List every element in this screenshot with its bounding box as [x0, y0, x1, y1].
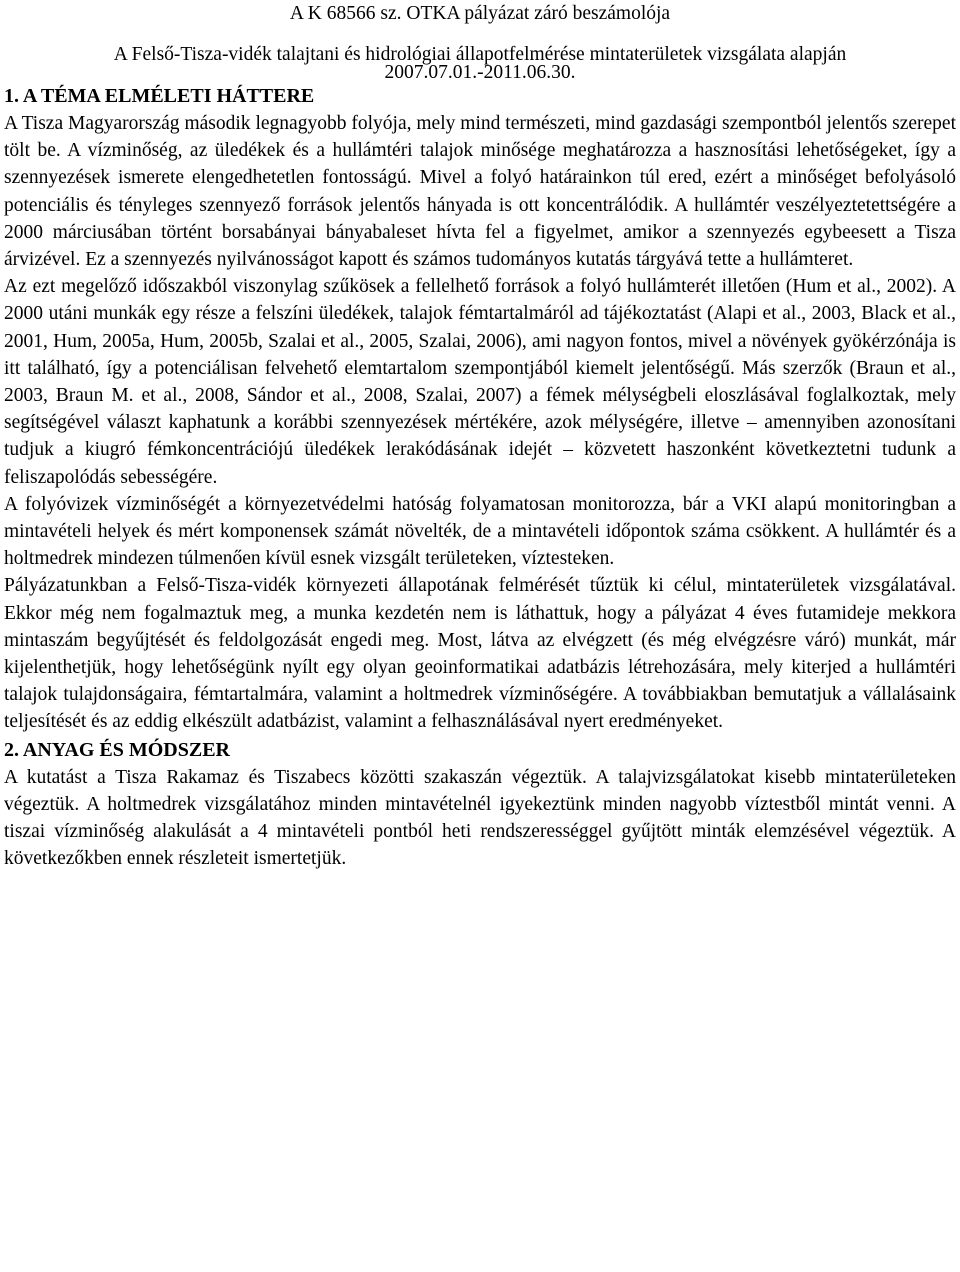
paragraph-background-2: Az ezt megelőző időszakból viszonylag szűkösek a fellelhető források a folyó hullámterét illetően (Hum et al., 2002). A 2000 utáni munkák egy része a felszíni üledékek, talajok fémtartalmáról ad tájékoztatást (Alapi et al., 2003, Black et al., 2001, Hum, 2005a, Hum, 2005b, Szalai et al., 2005, Szalai, 2006), ami nagyon fontos, mivel a növények gyökérzónája is itt található, így a potenciálisan felvehető elemtartalom szempontjából kiemelt jelentőségű. Más szerzők (Braun et al., 2003, Braun M. et al., 2008, Sándor et al., 2008, Szalai, 2007) a fémek mélységbeli eloszlásával foglalkoztak, mely segítségével választ kaphatunk a korábbi szennyezések mértékére, azok mélységére, illetve – amennyiben azonosítani tudjuk a kiugró fémkoncentrációjú üledékek lerakódásának idejét – közvetett haszonként következtetni tudunk a feliszapolódás sebességére.: [4, 276, 956, 488]
paragraph-background-4: Pályázatunkban a Felső-Tisza-vidék környezeti állapotának felmérését tűztük ki célul, mintaterületek vizsgálatával. Ekkor még nem fogalmaztuk meg, a munka kezdetén nem is láthattuk, hogy a pályázat 4 éves futamideje mekkora mintaszám begyűjtését és feldolgozását engedi meg. Most, látva az elvégzett (és még elvégzésre váró) munkát, már kijelenthetjük, hogy lehetőségünk nyílt egy olyan geoinformatikai adatbázis létrehozására, mely kiterjed a hullámtéri talajok tulajdonságaira, fémtartalmára, valamint a holtmedrek vízminőségére. A továbbiakban bemutatjuk a vállalásaink teljesítését és az eddig elkészült adatbázist, valamint a felhasználásával nyert eredményeket.: [4, 575, 956, 733]
report-header-title: A K 68566 sz. OTKA pályázat záró beszámolója: [289, 3, 671, 24]
paragraph-background-1: A Tisza Magyarország második legnagyobb folyója, mely mind természeti, mind gazdasági szempontból jelentős szerepet tölt be. A vízminőség, az üledékek és a hullámtéri talajok minősége meghatározza a hasznosítási lehetőségeket, így a szennyezések ismerete elengedhetetlen fontosságú. Mivel a folyó határainkon túl ered, ezért a minőséget befolyásoló potenciális és tényleges szennyező források jelentős hányada is ott koncentrálódik. A hullámtér veszélyeztetettségére a 2000 márciusában történt borsabányai bányabaleset hívta fel a figyelmet, amikor a szennyezés egybeesett a Tisza árvizével. Ez a szennyezés nyilvánosságot kapott és számos tudományos kutatás tárgyává tette a hullámteret.: [4, 113, 956, 271]
section-heading-methods: 2. ANYAG ÉS MÓDSZER: [4, 738, 230, 761]
paragraph-methods-1: A kutatást a Tisza Rakamaz és Tiszabecs közötti szakaszán végeztük. A talajvizsgálatokat kisebb mintaterületeken végeztük. A holtmedrek vizsgálatához minden mintavételnél igyekeztünk minden nagyobb víztestből mintát venni. A tiszai vízminőség alakulását a 4 mintavételi pontból heti rendszerességgel gyűjtött minták elemzésével végeztük. A következőkben ennek részleteit ismertetjük.: [4, 766, 956, 870]
paragraph-background-3: A folyóvizek vízminőségét a környezetvédelmi hatóság folyamatosan monitorozza, bár a VKI alapú monitoringban a mintavételi helyek és mért komponensek számát növelték, de a mintavételi időpontok száma csökkent. A hullámtér és a holtmedrek mindezen túlmenően kívül esnek vizsgált területeken, víztesteken.: [4, 493, 956, 570]
section-heading-background: 1. A TÉMA ELMÉLETI HÁTTERE: [4, 85, 315, 107]
document-page: [4, 0, 956, 872]
report-period: 2007.07.01.-2011.06.30.: [384, 62, 576, 83]
report-project-title: A Felső-Tisza-vidék talajtani és hidrológiai állapotfelmérése mintaterületek vizsgálata alapján: [113, 44, 847, 65]
